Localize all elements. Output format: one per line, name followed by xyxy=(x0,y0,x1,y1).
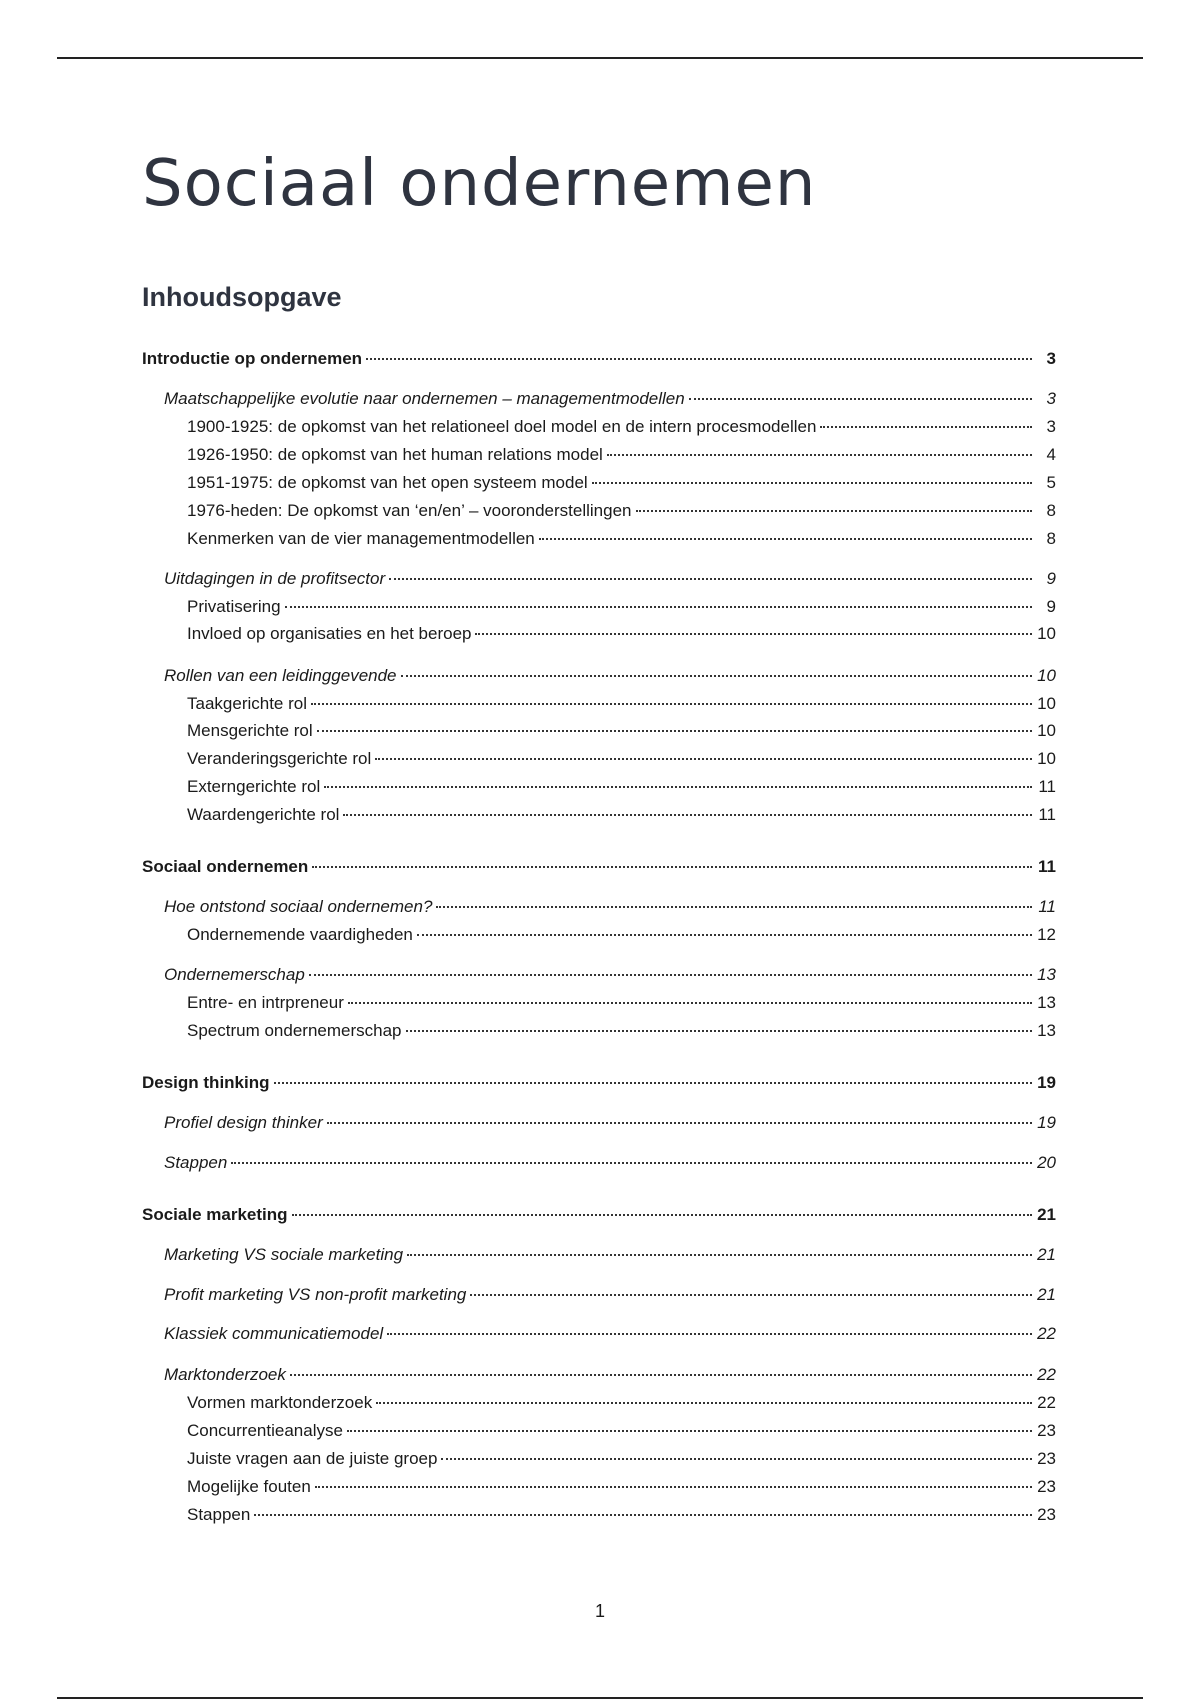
toc-entry-level-3[interactable] xyxy=(187,527,1056,551)
toc-dot-leader xyxy=(406,1030,1032,1032)
toc-entry-page: 11 xyxy=(1038,777,1056,796)
toc-dot-leader xyxy=(475,633,1032,635)
toc-dot-leader xyxy=(401,675,1032,677)
page-number: 1 xyxy=(594,1601,605,1621)
toc-entry-page: 11 xyxy=(1038,805,1056,824)
toc-entry-page: 23 xyxy=(1037,1505,1056,1524)
toc-entry-level-3[interactable] xyxy=(187,719,1056,743)
toc-entry-page: 10 xyxy=(1037,694,1056,713)
toc-entry-label: Profiel design thinker xyxy=(164,1113,323,1132)
toc-entry-page: 21 xyxy=(1037,1245,1056,1264)
toc-entry-label: Concurrentieanalyse xyxy=(187,1421,343,1440)
toc-entry-label: 1976-heden: De opkomst van ‘en/en’ – vooronderstellingen xyxy=(187,501,632,520)
toc-entry-label: Introductie op ondernemen xyxy=(142,349,363,368)
toc-entry-level-3[interactable] xyxy=(187,1019,1056,1043)
toc-dot-leader xyxy=(389,578,1032,580)
toc-entry-label: Uitdagingen in de profitsector xyxy=(164,569,386,588)
toc-entry-level-3[interactable] xyxy=(187,692,1056,716)
toc-entry-level-1[interactable] xyxy=(142,1071,1056,1095)
toc-entry-page: 8 xyxy=(1046,501,1056,520)
toc-entry-page: 11 xyxy=(1038,857,1056,876)
toc-entry-page: 13 xyxy=(1037,1021,1056,1040)
toc-dot-leader xyxy=(290,1374,1032,1376)
toc-dot-leader xyxy=(309,974,1032,976)
toc-entry-page: 9 xyxy=(1046,597,1056,616)
toc-entry-level-2[interactable] xyxy=(164,1111,1056,1135)
toc-dot-leader xyxy=(441,1458,1032,1460)
toc-dot-leader xyxy=(347,1430,1032,1432)
header-rule xyxy=(57,57,1143,59)
toc-entry-level-3[interactable] xyxy=(187,499,1056,523)
toc-entry-page: 23 xyxy=(1037,1421,1056,1440)
toc-entry-level-2[interactable] xyxy=(164,1283,1056,1307)
toc-entry-label: Sociaal ondernemen xyxy=(142,857,309,876)
toc-entry-page: 19 xyxy=(1037,1073,1056,1092)
toc-entry-label: Hoe ontstond sociaal ondernemen? xyxy=(164,897,433,916)
toc-entry-page: 13 xyxy=(1037,965,1056,984)
toc-dot-leader xyxy=(348,1002,1032,1004)
toc-entry-level-3[interactable] xyxy=(187,775,1056,799)
toc-entry-page: 3 xyxy=(1046,389,1056,408)
toc-entry-label: Vormen marktonderzoek xyxy=(187,1393,373,1412)
toc-entry-level-3[interactable] xyxy=(187,622,1056,646)
toc-dot-leader xyxy=(820,426,1032,428)
toc-entry-page: 10 xyxy=(1037,666,1056,685)
toc-entry-label: Kenmerken van de vier managementmodellen xyxy=(187,529,535,548)
toc-entry-label: Profit marketing VS non-profit marketing xyxy=(164,1285,467,1304)
toc-entry-page: 20 xyxy=(1037,1153,1056,1172)
toc-dot-leader xyxy=(607,454,1032,456)
toc-entry-level-1[interactable] xyxy=(142,1203,1056,1227)
toc-entry-label: Maatschappelijke evolutie naar ondernemen – managementmodellen xyxy=(164,389,685,408)
toc-entry-label: 1951-1975: de opkomst van het open systeem model xyxy=(187,473,588,492)
toc-entry-label: Waardengerichte rol xyxy=(187,805,340,824)
toc-entry-level-3[interactable] xyxy=(187,1391,1056,1415)
toc-dot-leader xyxy=(324,786,1032,788)
toc-entry-page: 13 xyxy=(1037,993,1056,1012)
toc-dot-leader xyxy=(317,730,1032,732)
toc-entry-level-3[interactable] xyxy=(187,991,1056,1015)
toc-entry-page: 21 xyxy=(1037,1205,1056,1224)
toc-dot-leader xyxy=(387,1333,1032,1335)
toc-entry-page: 3 xyxy=(1046,417,1056,436)
toc-entry-label: Klassiek communicatiemodel xyxy=(164,1324,384,1343)
toc-entry-level-1[interactable] xyxy=(142,347,1056,371)
toc-entry-label: Ondernemende vaardigheden xyxy=(187,925,413,944)
toc-entry-page: 22 xyxy=(1037,1324,1056,1343)
toc-entry-label: Mogelijke fouten xyxy=(187,1477,311,1496)
toc-entry-level-2[interactable] xyxy=(164,1363,1056,1387)
toc-dot-leader xyxy=(254,1514,1032,1516)
toc-entry-label: Mensgerichte rol xyxy=(187,721,313,740)
toc-dot-leader xyxy=(592,482,1032,484)
toc-dot-leader xyxy=(312,866,1032,868)
toc-dot-leader xyxy=(539,538,1032,540)
toc-entry-level-2[interactable] xyxy=(164,963,1056,987)
toc-dot-leader xyxy=(470,1294,1032,1296)
toc-entry-page: 9 xyxy=(1046,569,1056,588)
toc-dot-leader xyxy=(274,1082,1033,1084)
footer-rule xyxy=(57,1697,1143,1699)
toc-entry-label: Invloed op organisaties en het beroep xyxy=(187,624,472,643)
document-title: Sociaal ondernemen xyxy=(142,147,817,221)
toc-entry-label: Ondernemerschap xyxy=(164,965,305,984)
toc-dot-leader xyxy=(315,1486,1032,1488)
toc-entry-level-3[interactable] xyxy=(187,471,1056,495)
toc-entry-label: 1926-1950: de opkomst van het human relations model xyxy=(187,445,603,464)
toc-entry-level-2[interactable] xyxy=(164,664,1056,688)
toc-entry-label: Juiste vragen aan de juiste groep xyxy=(187,1449,438,1468)
toc-entry-page: 4 xyxy=(1046,445,1056,464)
toc-entry-page: 21 xyxy=(1037,1285,1056,1304)
toc-entry-level-3[interactable] xyxy=(187,923,1056,947)
toc-entry-level-2[interactable] xyxy=(164,1151,1056,1175)
toc-entry-page: 12 xyxy=(1037,925,1056,944)
toc-entry-level-3[interactable] xyxy=(187,443,1056,467)
toc-dot-leader xyxy=(231,1162,1032,1164)
toc-dot-leader xyxy=(436,906,1032,908)
toc-entry-level-2[interactable] xyxy=(164,895,1056,919)
toc-entry-label: Rollen van een leidinggevende xyxy=(164,666,397,685)
toc-dot-leader xyxy=(417,934,1032,936)
toc-entry-page: 8 xyxy=(1046,529,1056,548)
toc-entry-page: 3 xyxy=(1046,349,1056,368)
toc-entry-page: 22 xyxy=(1037,1365,1056,1384)
toc-heading: Inhoudsopgave xyxy=(142,282,342,312)
toc-entry-level-3[interactable] xyxy=(187,595,1056,619)
toc-entry-page: 22 xyxy=(1037,1393,1056,1412)
toc-entry-label: Marketing VS sociale marketing xyxy=(164,1245,404,1264)
toc-entry-page: 10 xyxy=(1037,624,1056,643)
toc-entry-level-3[interactable] xyxy=(187,803,1056,827)
toc-dot-leader xyxy=(376,1402,1032,1404)
toc-entry-label: Marktonderzoek xyxy=(164,1365,286,1384)
toc-entry-label: Sociale marketing xyxy=(142,1205,288,1224)
toc-entry-level-1[interactable] xyxy=(142,855,1056,879)
toc-entry-label: Stappen xyxy=(164,1153,228,1172)
toc-entry-label: Privatisering xyxy=(187,597,281,616)
toc-entry-page: 19 xyxy=(1037,1113,1056,1132)
toc-entry-label: Spectrum ondernemerschap xyxy=(187,1021,402,1040)
toc-entry-level-2[interactable] xyxy=(164,1322,1056,1346)
toc-entry-level-3[interactable] xyxy=(187,1447,1056,1471)
toc-entry-level-2[interactable] xyxy=(164,387,1056,411)
toc-entry-level-2[interactable] xyxy=(164,567,1056,591)
toc-dot-leader xyxy=(689,398,1032,400)
toc-entry-level-3[interactable] xyxy=(187,415,1056,439)
toc-entry-label: 1900-1925: de opkomst van het relationeel doel model en de intern procesmodellen xyxy=(187,417,817,436)
toc-entry-level-3[interactable] xyxy=(187,747,1056,771)
toc-dot-leader xyxy=(327,1122,1032,1124)
toc-entry-page: 10 xyxy=(1037,721,1056,740)
toc-dot-leader xyxy=(636,510,1033,512)
toc-dot-leader xyxy=(292,1214,1032,1216)
toc-entry-page: 10 xyxy=(1037,749,1056,768)
toc-dot-leader xyxy=(375,758,1032,760)
toc-entry-level-3[interactable] xyxy=(187,1419,1056,1443)
toc-entry-page: 5 xyxy=(1046,473,1056,492)
toc-entry-label: Taakgerichte rol xyxy=(187,694,308,713)
toc-entry-page: 23 xyxy=(1037,1477,1056,1496)
toc-dot-leader xyxy=(285,606,1032,608)
toc-entry-level-2[interactable] xyxy=(164,1243,1056,1267)
toc-entry-label: Veranderingsgerichte rol xyxy=(187,749,372,768)
toc-entry-label: Stappen xyxy=(187,1505,251,1524)
toc-entry-label: Externgerichte rol xyxy=(187,777,321,796)
toc-dot-leader xyxy=(407,1254,1032,1256)
toc-dot-leader xyxy=(311,703,1032,705)
toc-entry-page: 23 xyxy=(1037,1449,1056,1468)
toc-dot-leader xyxy=(366,358,1032,360)
toc-dot-leader xyxy=(343,814,1032,816)
toc-entry-label: Entre- en intrpreneur xyxy=(187,993,344,1012)
toc-entry-level-3[interactable] xyxy=(187,1503,1056,1527)
toc-entry-label: Design thinking xyxy=(142,1073,270,1092)
toc-entry-page: 11 xyxy=(1038,897,1056,916)
toc-entry-level-3[interactable] xyxy=(187,1475,1056,1499)
